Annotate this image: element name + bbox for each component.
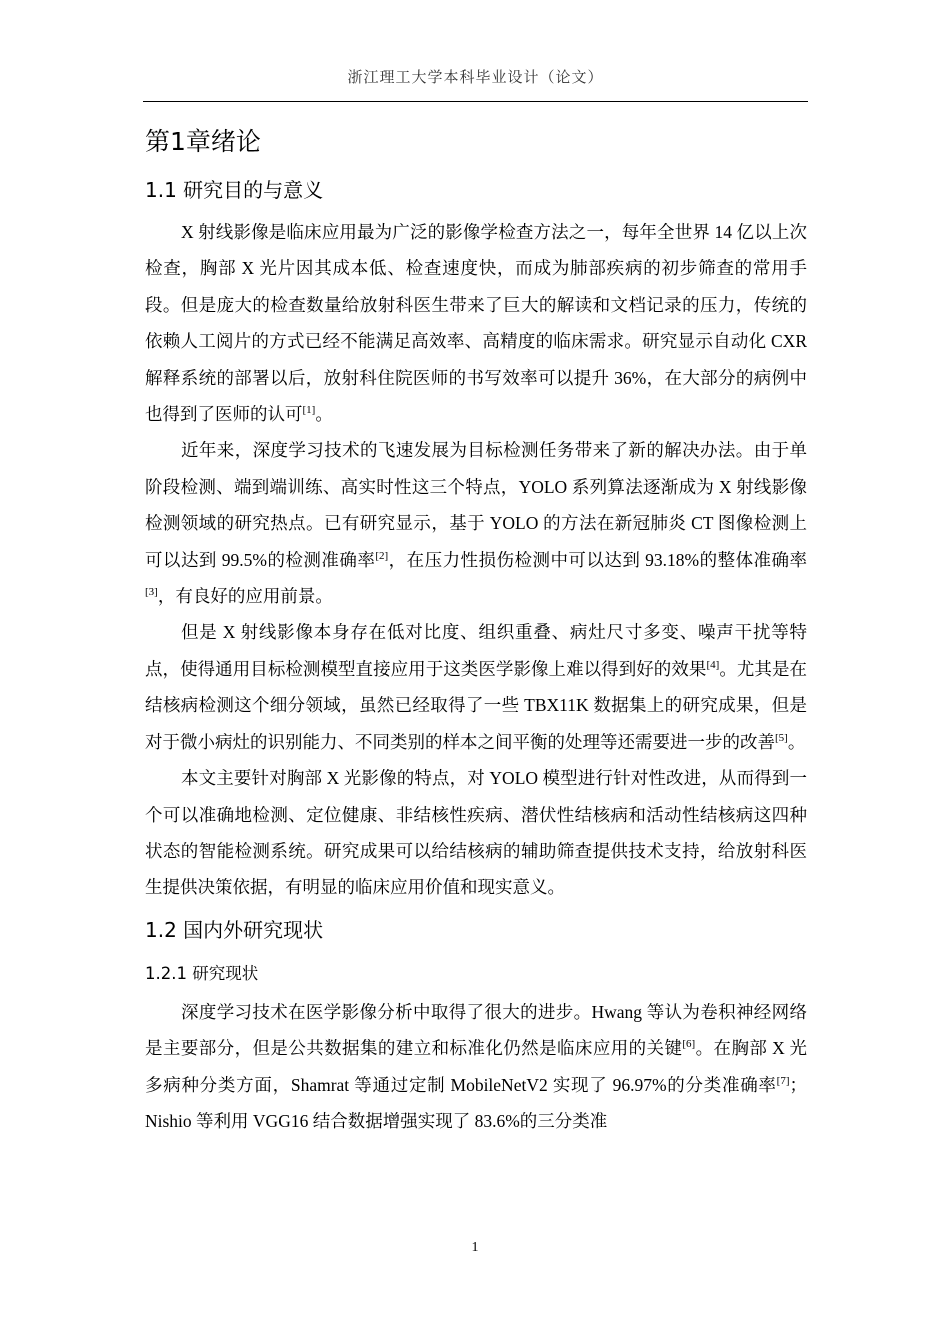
citation-marker: [3] — [145, 586, 158, 599]
section-heading-1-1: 1.1 研究目的与意义 — [145, 178, 324, 202]
citation-marker: [5] — [775, 731, 788, 744]
citation-marker: [7] — [776, 1074, 790, 1087]
paragraph-text: 近年来，深度学习技术的飞速发展为目标检测任务带来了新的解决办法。由于单阶段检测、端到端训练、高实时性这三个特点，YOLO 系列算法逐渐成为 X 射线影像检测领域的研究热点。已有研究显示，基于 YOLO 的方法在新冠肺炎 CT 图像检测上可以达到 99.5%的检测准确率 — [145, 440, 807, 570]
paragraph-text: 。在胸部 X 光多病种分类方面，Shamrat 等通过定制 MobileNetV2 实现了 96.97%的分类准确率 — [145, 1038, 807, 1095]
subsection-heading-1-2-1: 1.2.1 研究现状 — [145, 963, 259, 983]
citation-marker: [6] — [682, 1038, 696, 1051]
citation-marker: [2] — [375, 549, 389, 562]
chapter-title: 第1章绪论 — [145, 127, 261, 156]
body-paragraph — [145, 994, 807, 1140]
paragraph-text: 。 — [787, 731, 806, 752]
paragraph-text: 。 — [315, 404, 333, 425]
body-paragraph — [145, 432, 807, 614]
running-header: 浙江理工大学本科毕业设计（论文） — [347, 68, 604, 86]
header-divider — [143, 101, 808, 102]
section-1-1-body — [145, 214, 807, 906]
body-paragraph — [145, 614, 807, 760]
paragraph-text: 本文主要针对胸部 X 光影像的特点，对 YOLO 模型进行针对性改进，从而得到一个可以准确地检测、定位健康、非结核性疾病、潜伏性结核病和活动性结核病这四种状态的智能检测系统。研究成果可以给结核病的辅助筛查提供技术支持，给放射科医生提供决策依据，有明显的临床应用价值和现实意义。 — [145, 768, 807, 898]
body-paragraph — [145, 214, 807, 432]
body-paragraph — [145, 760, 807, 906]
page-number: 1 — [471, 1240, 479, 1255]
paragraph-text: 深度学习技术在医学影像分析中取得了很大的进步。Hwang 等认为卷积神经网络是主要部分，但是公共数据集的建立和标准化仍然是临床应用的关键 — [145, 1001, 807, 1059]
citation-marker: [4] — [706, 658, 720, 671]
page-body — [145, 118, 807, 1139]
section-heading-1-2: 1.2 国内外研究现状 — [145, 917, 324, 942]
paragraph-text: ，在压力性损伤检测中可以达到 93.18%的整体准确率 — [388, 549, 808, 570]
paragraph-text: ；Nishio 等利用 VGG16 结合数据增强实现了 83.6%的三分类准 — [145, 1074, 807, 1131]
paragraph-text: 。尤其是在结核病检测这个细分领域，虽然已经取得了一些 TBX11K 数据集上的研究成果，但是对于微小病灶的识别能力、不同类别的样本之间平衡的处理等还需要进一步的改善 — [145, 658, 808, 752]
citation-marker: [1] — [302, 404, 316, 417]
paragraph-text: X 射线影像是临床应用最为广泛的影像学检查方法之一，每年全世界 14 亿以上次检查，胸部 X 光片因其成本低、检查速度快，而成为肺部疾病的初步筛查的常用手段。但是庞大的检查数量给放射科医生带来了巨大的解读和文档记录的压力，传统的依赖人工阅片的方式已经不能满足高效率、高精度的临床需求。研究显示自动化 CXR 解释系统的部署以后，放射科住院医师的书写效率可以提升 36%，在大部分的病例中也得到了医师的认可 — [145, 222, 807, 425]
paragraph-text: ，有良好的应用前景。 — [157, 586, 333, 607]
paragraph-text: 但是 X 射线影像本身存在低对比度、组织重叠、病灶尺寸多变、噪声干扰等特点，使得通用目标检测模型直接应用于这类医学影像上难以得到好的效果 — [145, 622, 807, 679]
subsection-1-2-1-body — [145, 994, 807, 1140]
